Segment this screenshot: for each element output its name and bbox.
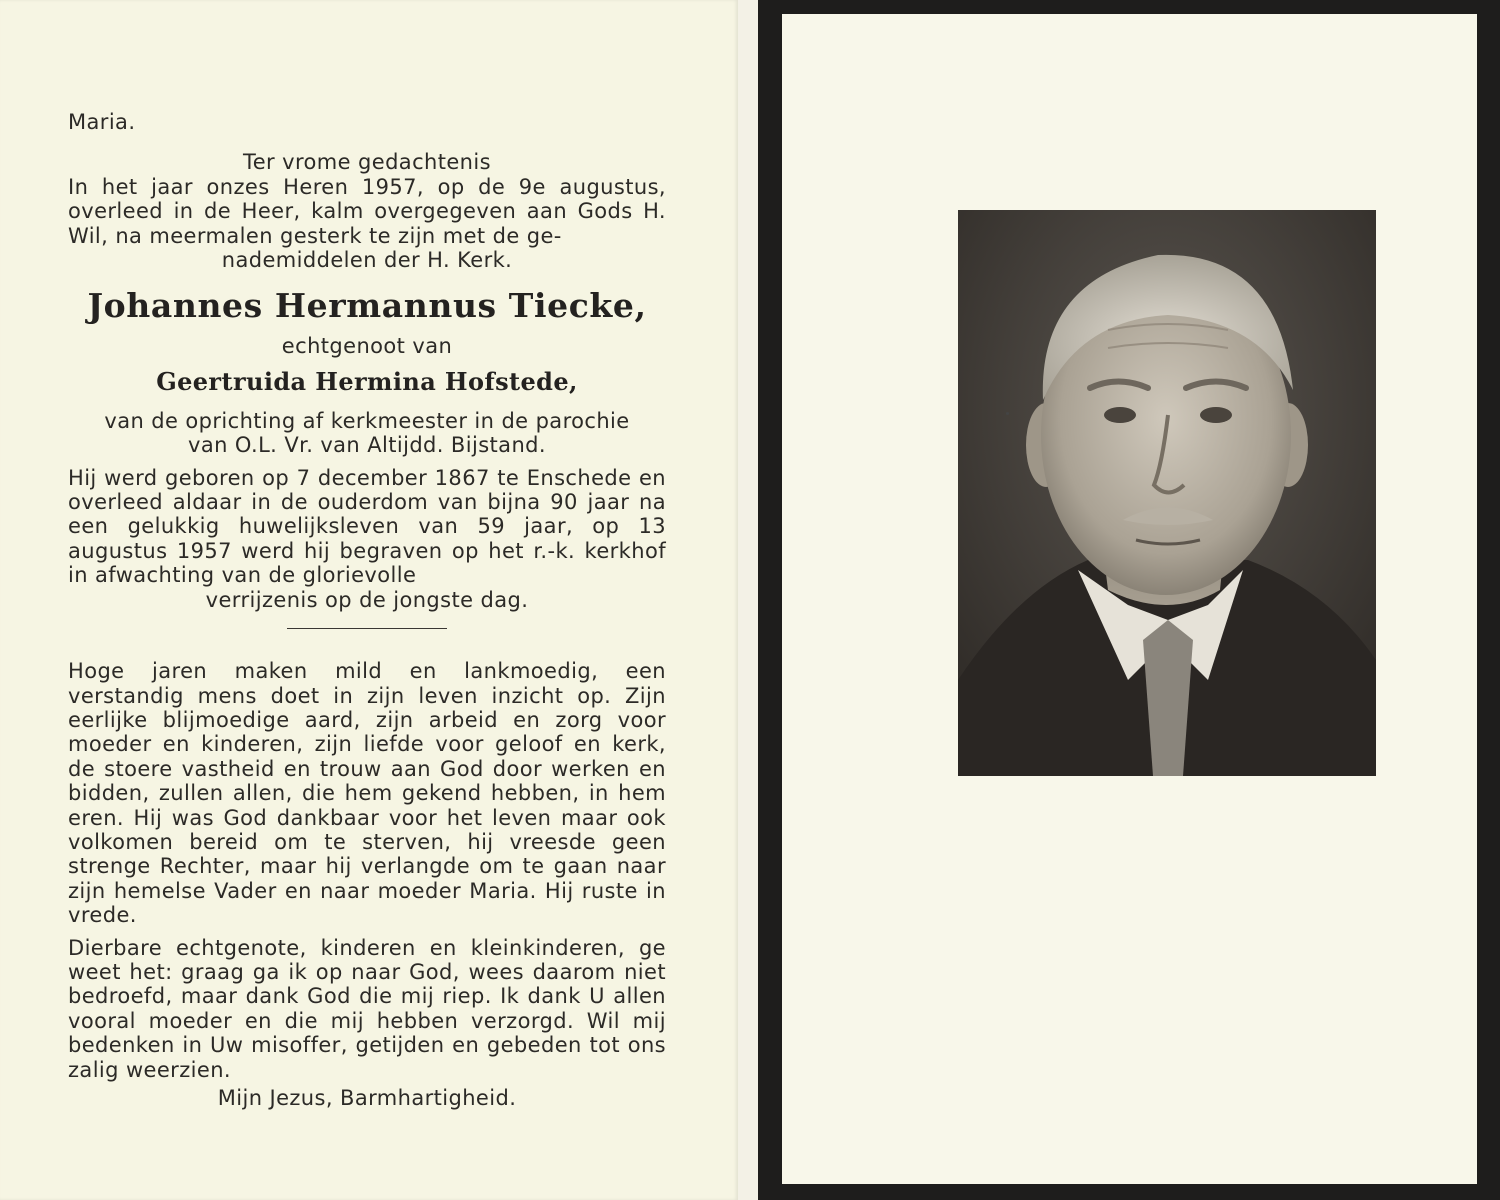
deceased-name: Johannes Hermannus Tiecke,	[87, 286, 647, 326]
spouse-intro: echtgenoot van	[281, 334, 453, 359]
tribute-paragraph: Hoge jaren maken mild en lankmoedig, een verstandig mens doet in zijn leven inzicht op. Zijn eerlijke blijmoedige aard, zijn arbeid en zorg voor moeder en kinderen, zijn liefde voor geloof en kerk, de stoere vastheid en trouw aan God door werken en bidden, zullen allen, die hem gekend hebben, in hem eren. Hij was God dankbaar voor het leven maar ook volkomen bereid om te sterven, hij vreesde geen strenge Rechter, maar hij verlangde om te gaan naar zijn hemelse Vader en naar moeder Maria. Hij ruste in vrede.	[68, 659, 666, 928]
photo-card	[782, 14, 1477, 1184]
farewell-paragraph: Dierbare echtgenote, kinderen en kleinkinderen, ge weet het: graag ga ik op naar God, wees daarom niet bedroefd, maar dank God die mij riep. Ik dank U allen vooral moeder en die mij hebben verzorgd. Wil mij bedenken in Uw misoffer, getijden en gebeden tot ons zalig weerzien.	[68, 935, 666, 1082]
intro-body: In het jaar onzes Heren 1957, op de 9e augustus, overleed in de Heer, kalm overgegeven aan Gods H. Wil, na meermalen gesterk te zijn met de ge-	[68, 174, 666, 248]
divider-rule	[287, 628, 447, 629]
role-line-1: van de oprichting af kerkmeester in de parochie	[104, 408, 630, 433]
portrait-photo	[958, 210, 1376, 776]
closing-line: Mijn Jezus, Barmhartigheid.	[217, 1086, 517, 1110]
life-last-line: verrijzenis op de jongste dag.	[205, 587, 529, 612]
heading-maria: Maria.	[68, 110, 136, 134]
portrait-figure	[958, 210, 1376, 776]
intro-title: Ter vrome gedachtenis	[243, 150, 491, 175]
spouse-name: Geertruida Hermina Hofstede,	[156, 366, 578, 396]
photo-card-border	[758, 0, 1500, 1200]
role-line-2: van O.L. Vr. van Altijdd. Bijstand.	[188, 433, 546, 458]
text-column	[68, 110, 666, 1131]
life-body: Hij werd geboren op 7 december 1867 te Enschede en overleed aldaar in de ouderdom van bijna 90 jaar na een gelukkig huwelijksleven van 59 jaar, op 13 augustus 1957 werd hij begraven op het r.-k. kerkhof in afwachting van de glorievolle	[68, 465, 666, 588]
intro-last-line: nademiddelen der H. Kerk.	[221, 248, 513, 273]
text-card	[0, 0, 738, 1200]
